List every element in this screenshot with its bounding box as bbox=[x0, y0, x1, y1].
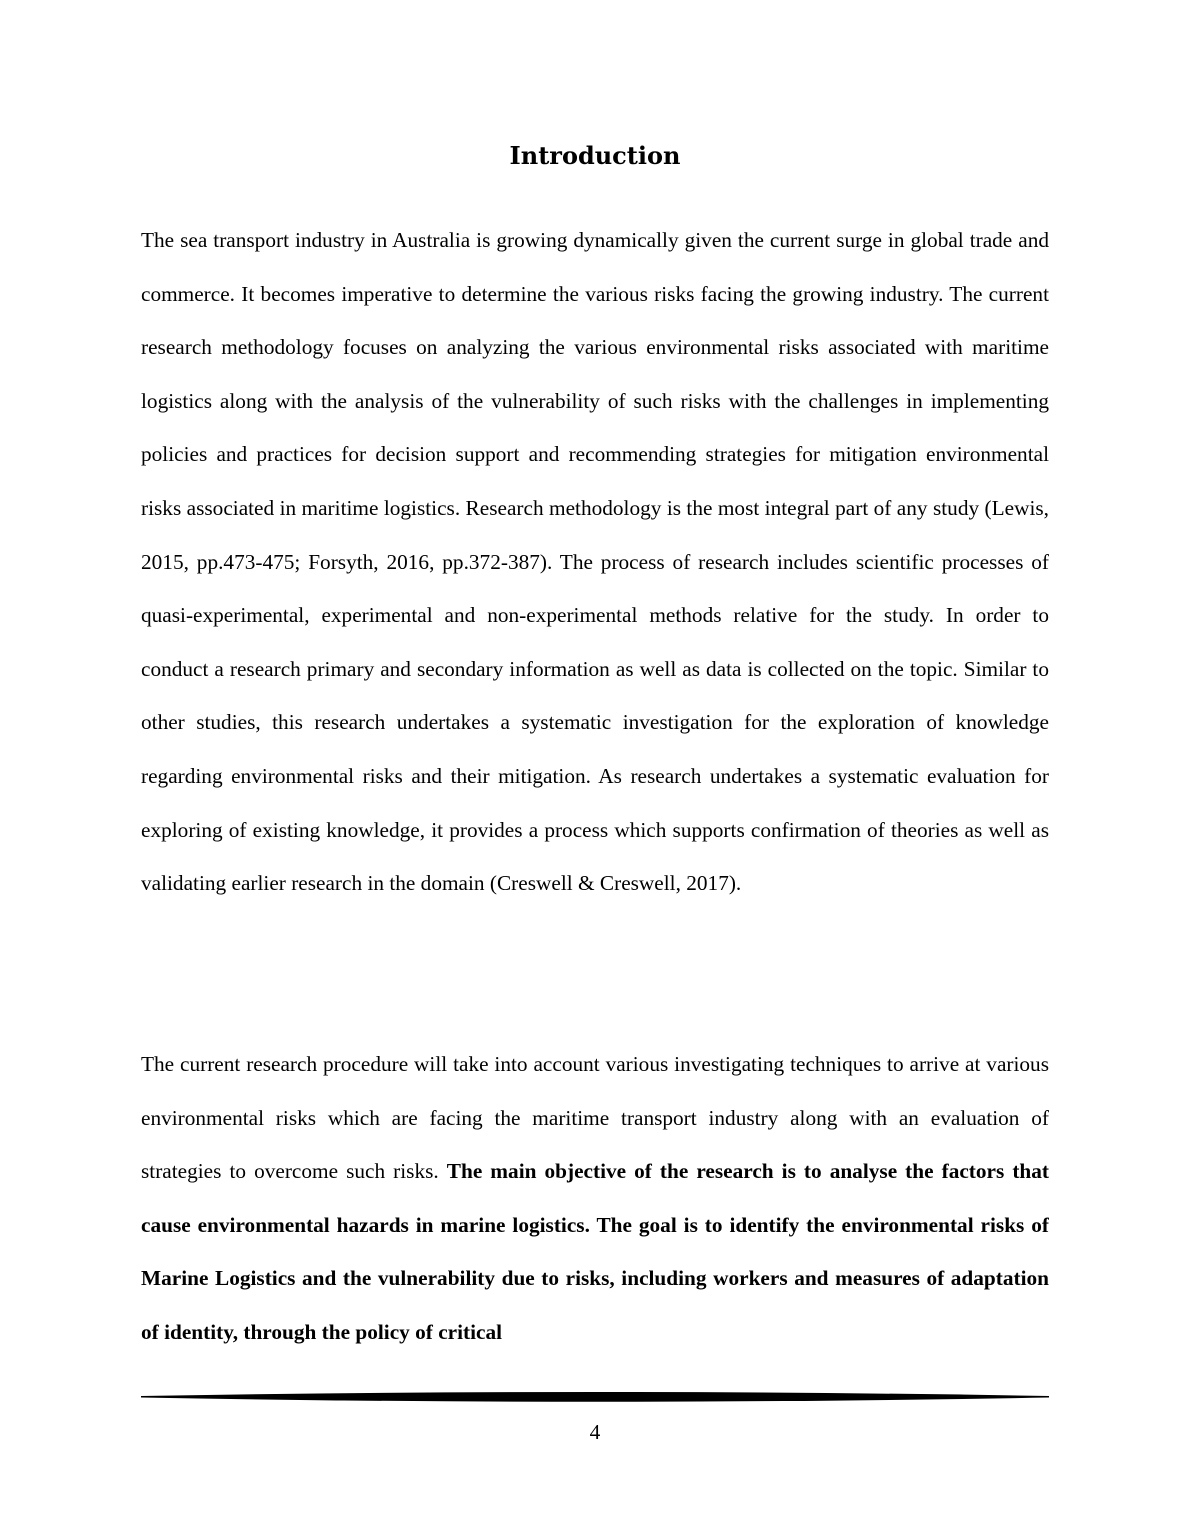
footer-divider bbox=[141, 1390, 1049, 1404]
paragraph-2-regular-text: The current research procedure will take into account various investigating techniques to arrive at various environmental risks which are facing the maritime transport industry along with an evaluation of strategies to overcome such risks. bbox=[141, 1052, 1049, 1184]
body-paragraph-1: The sea transport industry in Australia is growing dynamically given the current surge in global trade and commerce. It becomes imperative to determine the various risks facing the growing industry. The current research methodology focuses on analyzing the various environmental risks associated with maritime logistics along with the analysis of the vulnerability of such risks with the challenges in implementing policies and practices for decision support and recommending strategies for mitigation environmental risks associated in maritime logistics. Research methodology is the most integral part of any study (Lewis, 2015, pp.473-475; Forsyth, 2016, pp.372-387). The process of research includes scientific processes of quasi-experimental, experimental and non-experimental methods relative for the study. In order to conduct a research primary and secondary information as well as data is collected on the topic. Similar to other studies, this research undertakes a systematic investigation for the exploration of knowledge regarding environmental risks and their mitigation. As research undertakes a systematic evaluation for exploring of existing knowledge, it provides a process which supports confirmation of theories as well as validating earlier research in the domain (Creswell & Creswell, 2017). bbox=[141, 228, 1049, 896]
section-heading: Introduction bbox=[509, 141, 681, 170]
page-number: 4 bbox=[589, 1420, 601, 1444]
paragraph-2-bold-text: The main objective of the research is to analyse the factors that cause environmental hazards in marine logistics. The goal is to identify the environmental risks of Marine Logistics and the vulnerability due to risks, including workers and measures of adaptation of identity, through the policy of critical bbox=[141, 1159, 1049, 1344]
body-paragraph-2 bbox=[141, 1038, 1049, 1360]
